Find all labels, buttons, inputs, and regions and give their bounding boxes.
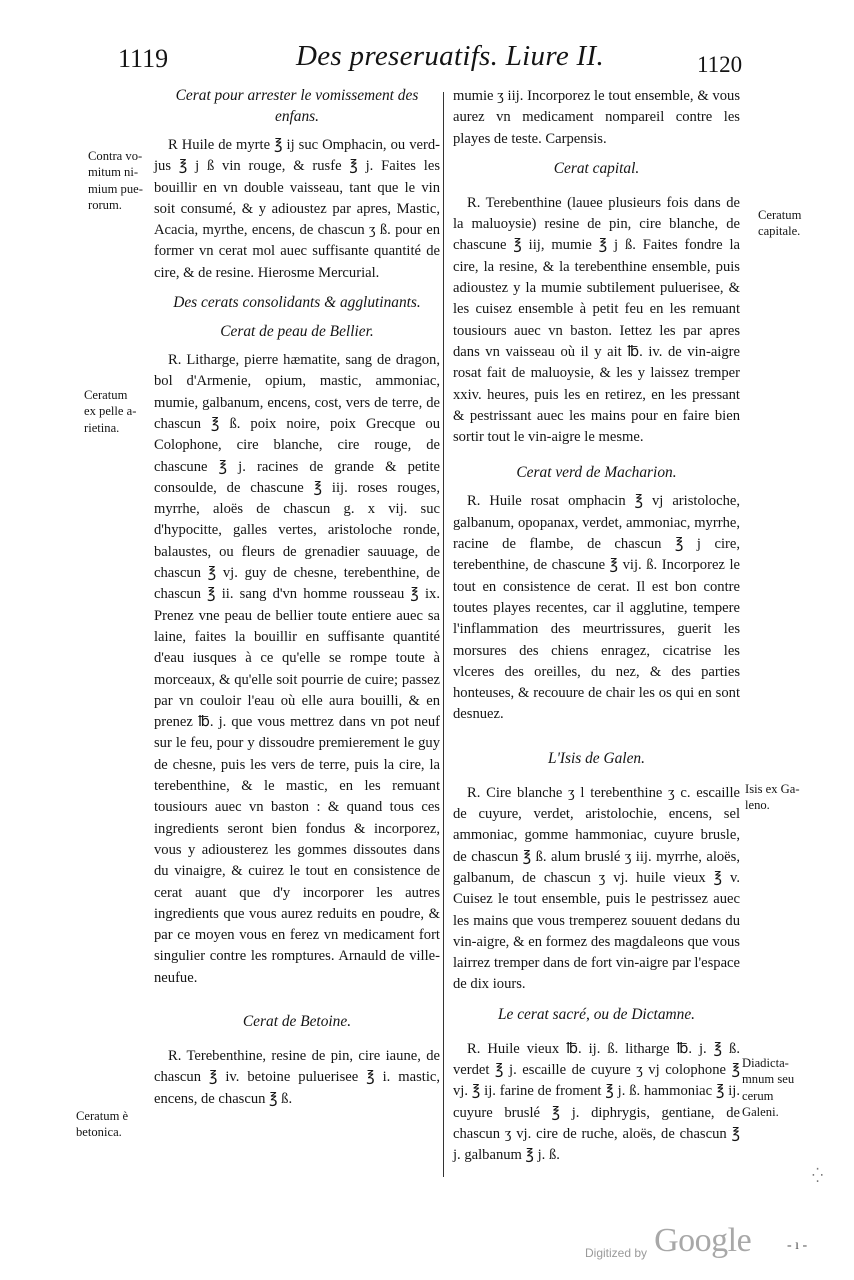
margin-line: mium pue-	[88, 181, 143, 196]
page-number-left: 1119	[118, 44, 169, 73]
margin-note-ceratum-capitale	[758, 207, 824, 240]
margin-line: leno.	[745, 798, 770, 813]
paragraph-mumie-continuation: mumie ʒ iij. Incorporez le tout ensemble, & vous aurez vn medicament nompareil contre les playes de teste. Carpensis.	[453, 88, 740, 147]
margin-line: mnum seu	[742, 1072, 795, 1087]
margin-line: Ceratum è	[76, 1109, 129, 1123]
margin-line: ex pelle a-	[84, 404, 137, 419]
page-number-right: 1120	[697, 52, 743, 77]
margin-line: Ceratum	[84, 388, 128, 402]
paragraph-cerat-vomissement: R Huile de myrte ℥ ij suc Omphacin, ou verd-jus ℥ j ß vin rouge, & rusfe ℥ j. Faites les bouillir en vn double vaisseau, tant que le vin soit consumé, & y adioustez par apres, Mastic, Acacia, myrthe, encens, de chascun ʒ ß. pour en former vn cerat mol auec suffisante quantité de cire, & de resine. Hierosme Mercurial.	[154, 137, 440, 281]
paragraph-cerat-betoine: R. Terebenthine, resine de pin, cire iaune, de chascun ℥ iv. betoine puluerisee ℥ i. mastic, encens, de chascun ℥ ß.	[154, 1047, 440, 1107]
margin-line: rorum.	[88, 197, 122, 212]
watermark-mark: - ı -	[787, 1238, 808, 1253]
margin-note-diadictamnum	[742, 1055, 816, 1120]
margin-note-ceratum-betonica	[76, 1108, 154, 1141]
heading-cerat-capital: Cerat capital.	[553, 159, 640, 177]
paragraph-cerat-macharion: R. Huile rosat omphacin ℥ vj aristoloche, galbanum, opopanax, verdet, ammoniac, myrrhe, racine de flambe, de chascun ℥ j cire, terebenthine, de chascune ℥ vij. ß. Incorporez le tout en consistence de cerat. Il est bon contre toutes playes recentes, car il agglutine, tempere l'inflammation des meurtrissures, guerit les morsures des chiens enragez, cicatrise les vlceres des oreilles, du nez, & des parties honteuses, & recouure de chair les os qui en sont desnuez.	[453, 493, 740, 723]
running-title: Des preseruatifs. Liure II.	[296, 40, 605, 72]
paragraph-cerat-capital: R. Terebenthine (lauee plusieurs fois dans de la maluoysie) resine de pin, cire blanche, de chascune ℥ iij, mumie ℥ j ß. Faites fondre la cire, la resine, & la terebenthine ensemble, puis adioustez y la mumie subtilement puluerisee, & les cuisez ensemble à petit feu en les remuant tousiours auec vn baston. Iettez les par apres dans vn vaisseau où il y ait ℔. iv. de vin-aigre rosat fait de maluoysie, & les y laissez tremper xxiv. heures, puis les en retirez, en les pressant & pestrissant auec les mains pour en faire bien sortir tout le vin-aigre le mesme.	[453, 194, 740, 446]
margin-line: cerum	[742, 1088, 774, 1103]
margin-line: betonica.	[76, 1125, 122, 1140]
heading-cerat-dictamne: Le cerat sacré, ou de Dictamne.	[497, 1005, 696, 1023]
heading-cerat-bellier: Cerat de peau de Bellier.	[220, 323, 374, 341]
margin-line: Ceratum	[758, 208, 802, 222]
margin-line: mitum ni-	[88, 165, 139, 180]
google-watermark	[585, 1222, 751, 1260]
left-column	[154, 85, 440, 1110]
margin-line: rietina.	[84, 420, 120, 435]
google-logo: Google	[654, 1222, 752, 1259]
print-specks: ⁛	[812, 1169, 824, 1184]
margin-line: capitale.	[758, 224, 801, 239]
heading-cerat-betoine: Cerat de Betoine.	[242, 1012, 352, 1030]
column-divider	[443, 92, 444, 1177]
paragraph-isis-galen: R. Cire blanche ʒ l terebenthine ʒ c. escaille de cuyure, verdet, aristolochie, encens, sel ammoniac, gomme hammoniac, cuyure brusle, de chascun ℥ ß. alum bruslé ʒ iij. myrrhe, aloës, galbanum, de chascun ʒ vj. huile vieux ℥ v. Cuisez le tout ensemble, puis le pestrissez auec les mains que vous tremperez souuent dedans du vin-aigre, & en formez des magdaleons que vous lairrez tremper dans de fort vin-aigre par l'espace de dix iours.	[453, 784, 740, 993]
margin-line: Diadicta-	[742, 1056, 789, 1070]
paragraph-cerat-bellier: R. Litharge, pierre hæmatite, sang de dragon, bol d'Armenie, opium, mastic, ammoniac, mumie, galbanum, encens, cost, vers de terre, de chascun ℥ ß. poix noire, poix Grecque ou Colophone, cire blanche, cire rouge, de chascune ℥ j. racines de grande & petite consoulde, de chascune ℥ iij. roses rouges, myrrhe, aloës de chascun g. x vij. suc d'hypocitte, galles vertes, aristoloche ronde, balaustes, ou fleurs de grenadier sauuage, de chascun ℥ vj. guy de chesne, terebenthine, de chascun ℥ ii. sang d'vn homme rousseau ℥ ix. Prenez vne peau de bellier toute entiere auec sa laine, faites la bouillir en suffisante quantité d'eau iusques à ce qu'elle se rompe toute à morceaux, & qu'elle soit pourrie de cuire; passez par vn couloir l'eau où elle aura bouilli, & en prenez ℔. j. que vous mettrez dans vn pot neuf sur le feu, pour y dissoudre premierement le guy de chesne, puis les vers de terre, puis la cire, la terebenthine, & le mastic, en les remuant tousiours auec vn baston : & quand tous ces ingredients seront bien fondus & incorporez, vous y adiousterez les gommes dissoutes dans du vinaigre, & cuirez le tout en consistence de cerat auant que d'y incorporer les autres ingredients que vous aurez reduits en poudre, & par ce moyen vous en ferez vn medicament fort singulier contre les romptures. Arnauld de ville-neufue.	[154, 352, 440, 986]
margin-line: Contra vo-	[88, 149, 143, 163]
margin-line: Galeni.	[742, 1104, 779, 1119]
heading-cerat-macharion: Cerat verd de Macharion.	[516, 464, 677, 482]
digitized-by-label: Digitized by	[585, 1246, 648, 1260]
heading-isis-galen: L'Isis de Galen.	[548, 749, 645, 767]
paragraph-cerat-dictamne: R. Huile vieux ℔. ij. ß. litharge ℔. j. ℥ ß. verdet ℥ j. escaille de cuyure ʒ vj colophone ℥ vj. ℥ ij. farine de froment ℥ j. ß. hammoniac ℥ ij. cuyure bruslé ℥ j. diphrygis, gentiane, de chascun ʒ vj. cire de ruche, aloës, de chascun ℥ j. galbanum ℥ j. ß.	[453, 1040, 740, 1164]
margin-note-isis-galeno	[745, 781, 809, 814]
margin-note-contra-vomitum	[88, 148, 150, 213]
right-column	[453, 86, 740, 1166]
heading-cerat-vomissement: Cerat pour arrester le vomissement des enfans.	[175, 87, 419, 125]
margin-note-ceratum-pelle	[84, 387, 150, 436]
heading-cerats-consolidants: Des cerats consolidants & agglutinants.	[173, 294, 421, 312]
margin-line: Isis ex Ga-	[745, 782, 800, 796]
